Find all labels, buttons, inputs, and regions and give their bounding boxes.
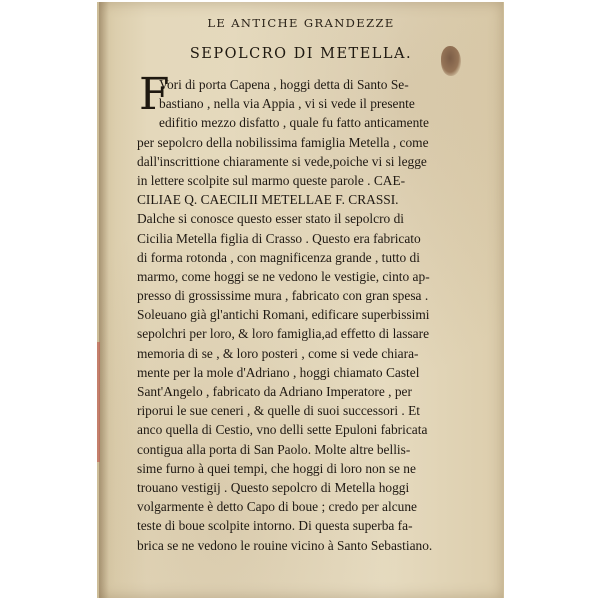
text-line: memoria di se , & loro posteri , come si vede chiara- — [137, 345, 419, 361]
text-line: per sepolcro della nobilissima famiglia Metella , come — [137, 134, 429, 150]
text-line: trouano vestigij . Questo sepolcro di Metella hoggi — [137, 479, 410, 495]
page-edge-mark — [97, 342, 100, 462]
body-text — [137, 69, 496, 555]
text-line: contigua alla porta di San Paolo. Molte altre bellis- — [137, 441, 411, 457]
text-line: CILIAE Q. CAECILII METELLAE F. CRASSI. — [137, 192, 399, 208]
text-line: brica se ne vedono le rouine vicino à Santo Sebastiano. — [137, 537, 433, 553]
text-line: bastiano , nella via Appia , vi si vede il presente — [159, 96, 415, 112]
book-page — [97, 2, 504, 598]
text-line: sepolchri per loro, & loro famiglia,ad effetto di lassare — [137, 326, 430, 342]
text-line: edifitio mezzo disfatto , quale fu fatto anticamente — [159, 115, 429, 131]
text-line: dall'inscrittione chiaramente si vede,poiche vi si legge — [137, 153, 427, 169]
text-line: Dalche si conosce questo esser stato il sepolcro di — [137, 211, 404, 227]
text-line: Sant'Angelo , fabricato da Adriano Imperatore , per — [137, 384, 412, 399]
spine-shadow — [99, 2, 109, 598]
text-line: teste di boue scolpite intorno. Di questa superba fa- — [137, 518, 413, 534]
text-line: Cicilia Metella figlia di Crasso . Questo era fabricato — [137, 230, 421, 246]
text-line: anco quella di Cestio, vno delli sette Epuloni fabricata — [137, 422, 428, 438]
chapter-title: SEPOLCRO DI METELLA. — [189, 46, 413, 62]
text-line: in lettere scolpite sul marmo queste parole . CAE- — [137, 172, 406, 188]
running-head: LE ANTICHE GRANDEZZE — [207, 16, 395, 30]
text-line: Soleuano già gl'antichi Romani, edificare superbissimi — [137, 307, 430, 323]
drop-cap: F — [139, 69, 170, 120]
text-line: presso di grossissime mura , fabricato con gran spesa . — [137, 288, 429, 304]
text-line: Vori di porta Capena , hoggi detta di Santo Se- — [159, 77, 409, 92]
text-line: sime furno à quei tempi, che hoggi di loro non se ne — [137, 460, 416, 476]
text-line: marmo, come hoggi se ne vedono le vestigie, cinto ap- — [137, 268, 430, 284]
text-line: mente per la mole d'Adriano , hoggi chiamato Castel — [137, 364, 420, 380]
text-line: volgarmente è detto Capo di boue ; credo per alcune — [137, 499, 417, 515]
text-line: riporui le sue ceneri , & quelle di suoi successori . Et — [137, 403, 420, 419]
text-line: di forma rotonda , con magnificenza grande , tutto di — [137, 249, 420, 265]
